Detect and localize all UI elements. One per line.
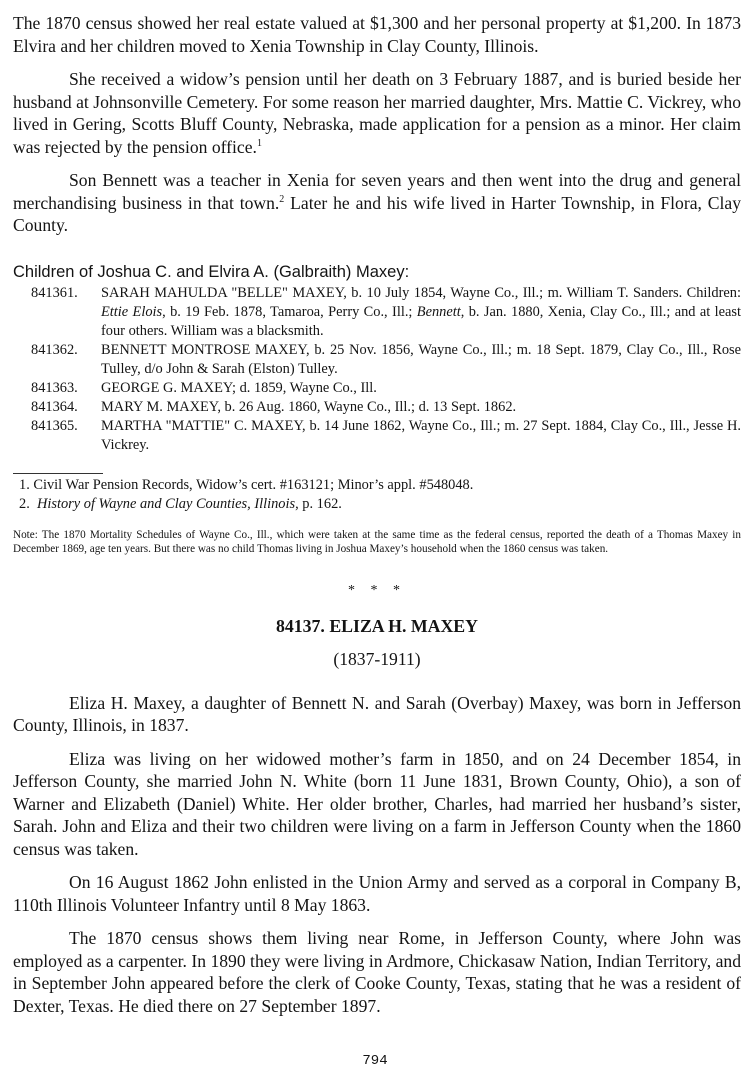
- child-text: BENNETT MONTROSE MAXEY, b. 25 Nov. 1856, Wayne Co., Ill.; m. 18 Sept. 1879, Clay Co., Ill., Rose Tulley, d/o John & Sarah (Elston) Tulley.: [101, 341, 741, 377]
- child-text: MARY M. MAXEY, b. 26 Aug. 1860, Wayne Co., Ill.; d. 13 Sept. 1862.: [101, 398, 517, 415]
- child-entry-841365: [13, 417, 741, 455]
- child-number: 841363.: [31, 379, 78, 396]
- child-entry-841362: [13, 341, 741, 379]
- footnote-2: [19, 495, 741, 514]
- footnote-ref-1[interactable]: 1: [256, 137, 262, 149]
- section-heading: 84137. ELIZA H. MAXEY: [275, 615, 479, 636]
- child-entry-841364: [13, 398, 741, 417]
- child-text: [101, 284, 741, 341]
- footnote-divider: [13, 473, 103, 474]
- paragraph-text: Later he and his wife lived in Harter Township, in Flora, Clay County.: [13, 192, 741, 235]
- footnote-1: 1. Civil War Pension Records, Widow’s cert. #163121; Minor’s appl. #548048.: [19, 476, 474, 493]
- footnote-title: History of Wayne and Clay Counties, Illinois: [37, 495, 296, 512]
- page-number: 794: [362, 1053, 388, 1069]
- footnote-number: 2.: [19, 495, 37, 512]
- paragraph-widow-pension: [13, 68, 741, 158]
- child-text-part: , b. 19 Feb. 1878, Tamaroa, Perry Co., Ill.;: [162, 303, 417, 320]
- paragraph-john-enlisted: On 16 August 1862 John enlisted in the Union Army and served as a corporal in Company B, 110th Illinois Volunteer Infantry until 8 May 1863.: [13, 872, 741, 915]
- document-page: [13, 12, 741, 1028]
- mortality-note: Note: The 1870 Mortality Schedules of Wayne Co., Ill., which were taken at the same time as the federal census, reported the death of a Thomas Maxey in December 1869, age ten years. But there was no child Thomas living in Joshua Maxey’s household when the 1860 census was taken.: [13, 528, 741, 555]
- child-text: GEORGE G. MAXEY; d. 1859, Wayne Co., Ill.: [101, 379, 377, 396]
- child-text: MARTHA "MATTIE" C. MAXEY, b. 14 June 1862, Wayne Co., Ill.; m. 27 Sept. 1884, Clay Co., Ill., Jesse H. Vickrey.: [101, 417, 741, 453]
- child-number: 841362.: [31, 341, 78, 358]
- child-text-part: SARAH MAHULDA "BELLE" MAXEY, b. 10 July 1854, Wayne Co., Ill.; m. William T. Sanders. Children:: [101, 284, 741, 301]
- children-heading: Children of Joshua C. and Elvira A. (Galbraith) Maxey:: [13, 262, 410, 281]
- child-number: 841361.: [31, 284, 78, 301]
- paragraph-text: Son Bennett was a teacher in Xenia for seven years and then went into the drug and general merchandising business in that town.: [13, 170, 741, 213]
- child-entry-841363: [13, 379, 741, 398]
- child-number: 841364.: [31, 398, 78, 415]
- child-name-italic: Bennett: [416, 303, 461, 320]
- footnote-ref-2[interactable]: 2: [279, 193, 285, 205]
- paragraph-census-1870: The 1870 census showed her real estate valued at $1,300 and her personal property at $1,200. In 1873 Elvira and her children moved to Xenia Township in Clay County, Illinois.: [13, 13, 741, 56]
- paragraph-eliza-birth: Eliza H. Maxey, a daughter of Bennett N. and Sarah (Overbay) Maxey, was born in Jefferson County, Illinois, in 1837.: [13, 692, 741, 735]
- paragraph-text: She received a widow’s pension until her death on 3 February 1887, and is buried beside her husband at Johnsonville Cemetery. For some reason her married daughter, Mrs. Mattie C. Vickrey, who lived in Gering, Scotts Bluff County, Nebraska, made application for a pension as a minor. Her claim was rejected by the pension office.: [13, 69, 741, 157]
- footnote-text: , p. 162.: [295, 495, 342, 512]
- child-entry-841361: [13, 284, 741, 341]
- paragraph-son-bennett: [13, 169, 741, 237]
- section-separator: * * *: [348, 582, 406, 598]
- child-number: 841365.: [31, 417, 78, 434]
- section-dates: (1837-1911): [333, 648, 421, 669]
- child-name-italic: Ettie Elois: [101, 303, 163, 320]
- paragraph-1870-census: The 1870 census shows them living near Rome, in Jefferson County, where John was employed as a carpenter. In 1890 they were living in Ardmore, Chickasaw Nation, Indian Territory, and in September John appeared before the clerk of Cooke County, Texas, stating that he was a resident of Dexter, Texas. He died there on 27 September 1897.: [13, 928, 741, 1016]
- section-body: [13, 692, 741, 1018]
- child-text-part: , b. Jan. 1880, Xenia, Clay Co., Ill.; and at least four others. William was a blacksmith.: [101, 303, 741, 339]
- paragraph-eliza-marriage: Eliza was living on her widowed mother’s farm in 1850, and on 24 December 1854, in Jefferson County, she married John N. White (born 11 June 1831, Brown County, Ohio), a son of Warner and Elizabeth (Daniel) White. Her older brother, Charles, had married her husband’s sister, Sarah. John and Eliza and their two children were living on a farm in Jefferson County when the 1860 census was taken.: [13, 748, 741, 859]
